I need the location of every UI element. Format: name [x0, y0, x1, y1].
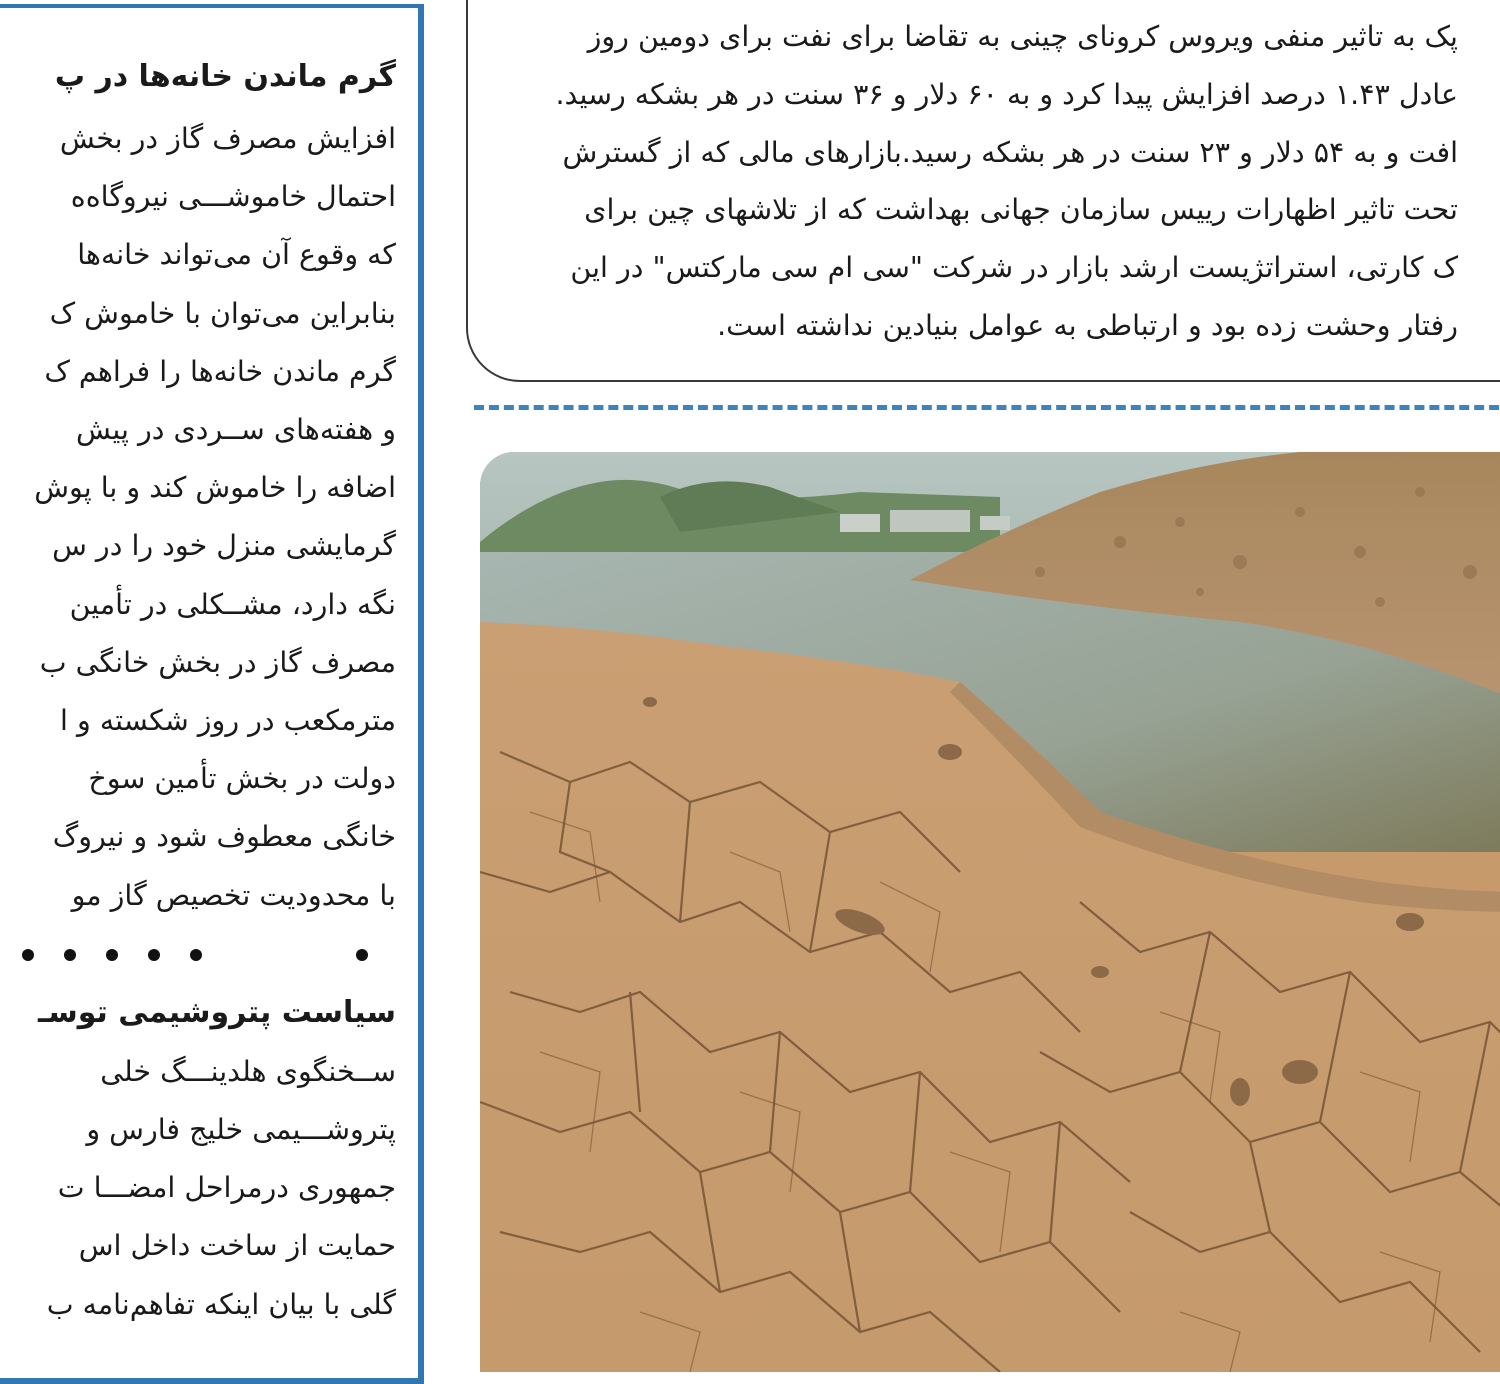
news-line: عادل ۱.۴۳ درصد افزایش پیدا کرد و به ۶۰ دلار و ۳۶ سنت در هر بشکه رسید.: [555, 77, 1458, 111]
article-line: خانگی معطوف شود و نیروگ: [52, 820, 396, 854]
divider-dot: [148, 949, 160, 961]
divider-dot: [64, 949, 76, 961]
divider-dot: [356, 949, 368, 961]
article-line: گرمایشی منزل خود را در س: [52, 529, 396, 563]
article-line: که وقوع آن می‌تواند خانه‌ها: [77, 238, 396, 272]
oil-news-panel: [466, 0, 1500, 382]
article-line: پتروشـــیمی خلیج فارس و: [86, 1113, 396, 1147]
article-line: با محدودیت تخصیص گاز مو: [71, 878, 396, 912]
drought-photo: [480, 452, 1500, 1372]
article-line: بنابراین می‌توان با خاموش ک: [49, 296, 396, 330]
left-article-content: [0, 44, 396, 1334]
section-divider-dots: [0, 925, 396, 983]
article-line: ســخنگوی هلدینـــگ خلی: [100, 1054, 396, 1088]
dashed-separator: [474, 405, 1500, 410]
news-line: افت و به ۵۴ دلار و ۲۳ سنت در هر بشکه رسید.بازارهای مالی که از گسترش: [562, 135, 1458, 169]
article-line: اضافه را خاموش کند و با پوش: [34, 471, 396, 505]
article-line: مترمکعب در روز شکسته و ا: [60, 704, 396, 738]
oil-news-text: [466, 8, 1458, 355]
news-line: پک به تاثیر منفی ویروس کرونای چینی به تقاضا برای نفت برای دومین روز: [587, 20, 1458, 53]
article-headline-gas-homes: گرم ماندن خانه‌ها در پ: [54, 59, 396, 94]
news-line: تحت تاثیر اظهارات رییس سازمان جهانی بهداشت که از تلاشهای چین برای: [584, 193, 1458, 227]
article-line: نگه دارد، مشــکلی در تأمین: [69, 587, 396, 621]
left-article-column: [0, 4, 424, 1384]
article-line: گرم ماندن خانه‌ها را فراهم ک: [44, 354, 396, 388]
article-headline-petrochemical: سیاست پتروشیمی توسـ: [37, 994, 396, 1030]
article-line: و هفته‌های ســردی در پیش: [76, 413, 396, 447]
article-line: حمایت از ساخت داخل اس: [78, 1229, 396, 1263]
cracked-earth-icon: [480, 452, 1500, 1372]
article-line: دولت در بخش تأمین سوخ: [88, 762, 396, 796]
divider-dot: [106, 949, 118, 961]
article-line: مصرف گاز در بخش خانگی ب: [39, 645, 396, 679]
article-line: گلی با بیان اینکه تفاهم‌نامه ب: [46, 1287, 396, 1321]
news-line: ک کارتی، استراتژیست ارشد بازار در شرکت "سی ام سی مارکتس" در این: [570, 251, 1458, 285]
article-line: افزایش مصرف گاز در بخش: [59, 122, 396, 155]
divider-dot: [22, 949, 34, 961]
divider-dot: [190, 949, 202, 961]
news-line: رفتار وحشت زده بود و ارتباطی به عوامل بنیادین نداشته است.: [717, 308, 1458, 342]
article-line: جمهوری درمراحل امضـــا ت: [57, 1171, 396, 1205]
article-line: احتمال خاموشـــی نیروگاه‌ه: [70, 180, 396, 214]
